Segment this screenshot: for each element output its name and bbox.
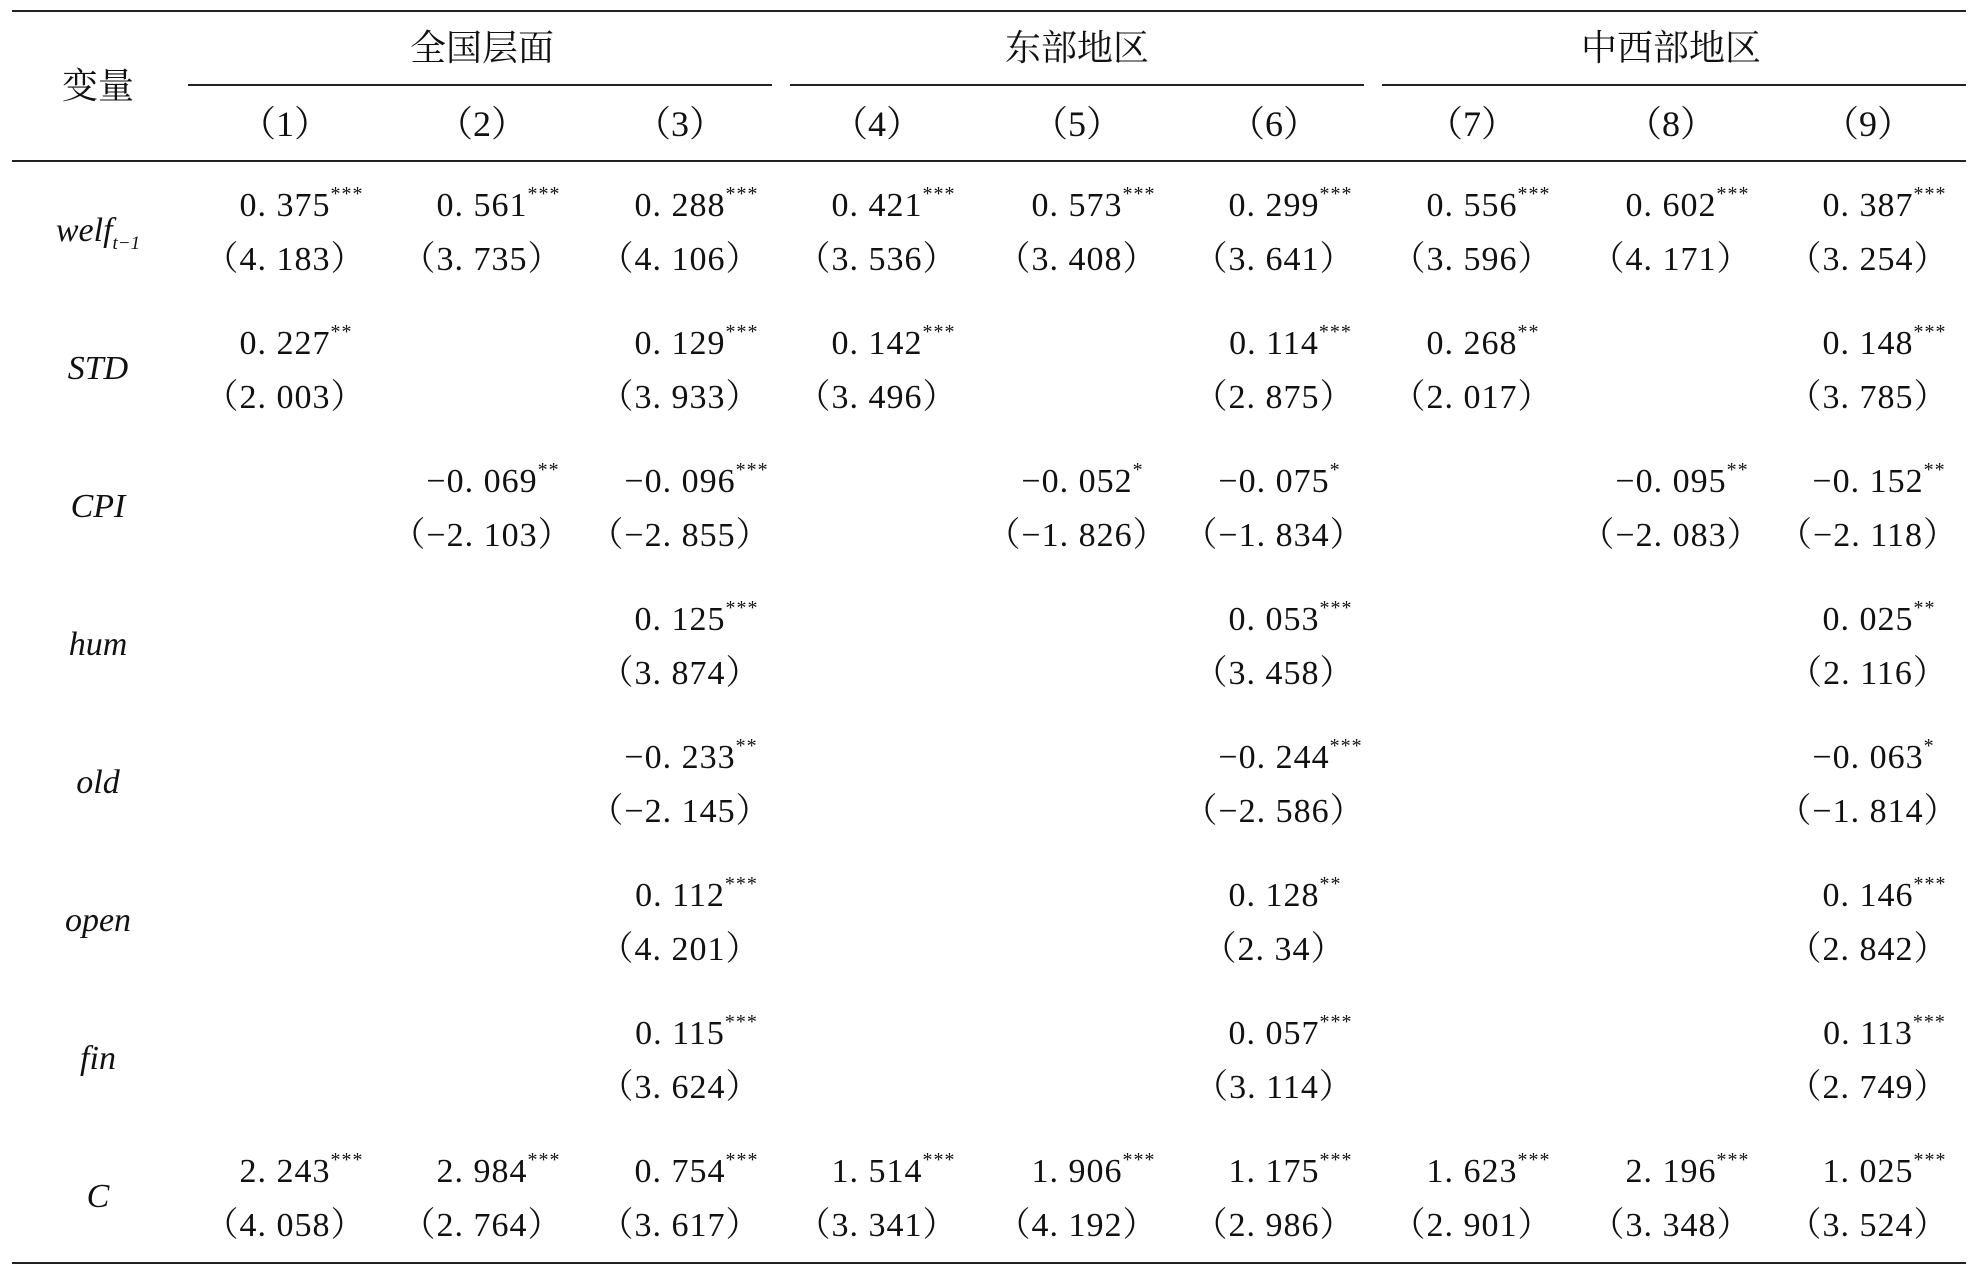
significance-stars: *** — [1913, 873, 1947, 895]
coefficient-cell: 1. 175 *** — [1229, 1152, 1320, 1192]
coefficient-cell: 0. 573 *** — [1032, 186, 1123, 226]
coefficient-cell: 0. 602 *** — [1626, 186, 1717, 226]
coefficient-cell: 1. 514 *** — [832, 1152, 923, 1192]
significance-stars: *** — [1122, 183, 1156, 205]
group-header-midwest: 中西部地区 — [1580, 28, 1762, 68]
significance-stars: *** — [922, 1149, 956, 1171]
significance-stars: *** — [1318, 321, 1352, 343]
significance-stars: *** — [527, 1149, 561, 1171]
row-label-subscript: t−1 — [112, 233, 141, 254]
column-header-5: （5） — [1031, 104, 1123, 144]
significance-stars: ** — [1319, 873, 1342, 895]
significance-stars: *** — [1319, 183, 1353, 205]
bottom-rule — [12, 1262, 1966, 1264]
t-statistic-cell: （3. 536） — [796, 241, 958, 278]
t-statistic-cell: （−2. 083） — [1580, 517, 1762, 554]
significance-stars: *** — [1329, 735, 1363, 757]
column-header-4: （4） — [831, 104, 923, 144]
group-header-east: 东部地区 — [1004, 28, 1150, 68]
coefficient-cell: 0. 125 *** — [635, 600, 726, 640]
coefficient-cell: 0. 142 *** — [832, 324, 923, 364]
coefficient-cell: 0. 375 *** — [240, 186, 331, 226]
t-statistic-cell: （2. 749） — [1787, 1069, 1949, 1106]
t-statistic-cell: （4. 106） — [599, 241, 761, 278]
group-header-national: 全国层面 — [409, 28, 555, 68]
t-statistic-cell: （3. 348） — [1590, 1207, 1752, 1244]
coefficient-cell: 1. 025 *** — [1823, 1152, 1914, 1192]
coefficient-cell: 0. 129 *** — [635, 324, 726, 364]
coefficient-cell: 2. 196 *** — [1626, 1152, 1717, 1192]
t-statistic-cell: （2. 901） — [1391, 1207, 1553, 1244]
t-statistic-cell: （3. 624） — [599, 1069, 761, 1106]
t-statistic-cell: （−2. 145） — [589, 793, 771, 830]
t-statistic-cell: （4. 058） — [204, 1207, 366, 1244]
significance-stars: *** — [1913, 183, 1947, 205]
t-statistic-cell: （3. 874） — [599, 655, 761, 692]
column-header-8: （8） — [1625, 104, 1717, 144]
t-statistic-cell: （4. 183） — [204, 241, 366, 278]
significance-stars: ** — [1923, 459, 1946, 481]
coefficient-cell: 0. 113 *** — [1823, 1014, 1913, 1054]
t-statistic-cell: （4. 171） — [1590, 241, 1752, 278]
coefficient-cell: 0. 112 *** — [635, 876, 725, 916]
significance-stars: *** — [725, 1149, 759, 1171]
group-rule-east — [790, 84, 1364, 86]
group-rule-national — [188, 84, 772, 86]
significance-stars: *** — [922, 183, 956, 205]
t-statistic-cell: （3. 524） — [1787, 1207, 1949, 1244]
column-header-3: （3） — [634, 104, 726, 144]
row-label-std: STD — [67, 350, 129, 387]
significance-stars: ** — [1726, 459, 1749, 481]
coefficient-cell: −0. 233 ** — [624, 738, 735, 778]
coefficient-cell: 0. 421 *** — [832, 186, 923, 226]
t-statistic-cell: （3. 254） — [1787, 241, 1949, 278]
row-label-open: open — [64, 902, 132, 939]
column-header-2: （2） — [436, 104, 528, 144]
coefficient-cell: 0. 148 *** — [1823, 324, 1914, 364]
significance-stars: *** — [1319, 1149, 1353, 1171]
significance-stars: *** — [724, 1011, 758, 1033]
coefficient-cell: −0. 095 ** — [1615, 462, 1726, 502]
t-statistic-cell: （2. 003） — [204, 379, 366, 416]
row-label-fin: fin — [80, 1040, 116, 1077]
t-statistic-cell: （3. 785） — [1787, 379, 1949, 416]
row-label-welf: welf$_{t-1}$ — [55, 212, 141, 254]
group-rule-midwest — [1382, 84, 1966, 86]
row-label-c: C — [86, 1178, 110, 1215]
coefficient-cell: 0. 299 *** — [1229, 186, 1320, 226]
significance-stars: *** — [527, 183, 561, 205]
significance-stars: *** — [330, 183, 364, 205]
coefficient-cell: 0. 268 ** — [1427, 324, 1518, 364]
variable-header: 变量 — [61, 66, 135, 106]
t-statistic-cell: （−1. 834） — [1183, 517, 1365, 554]
t-statistic-cell: （3. 458） — [1193, 655, 1355, 692]
significance-stars: *** — [1716, 183, 1750, 205]
coefficient-cell: −0. 052 * — [1021, 462, 1132, 502]
significance-stars: *** — [1913, 321, 1947, 343]
significance-stars: *** — [922, 321, 956, 343]
t-statistic-cell: （−2. 586） — [1183, 793, 1365, 830]
t-statistic-cell: （3. 596） — [1391, 241, 1553, 278]
coefficient-cell: 0. 146 *** — [1823, 876, 1914, 916]
significance-stars: * — [1132, 459, 1144, 481]
t-statistic-cell: （3. 408） — [996, 241, 1158, 278]
coefficient-cell: −0. 244 *** — [1218, 738, 1329, 778]
t-statistic-cell: （4. 201） — [599, 931, 761, 968]
t-statistic-cell: （2. 116） — [1788, 655, 1948, 692]
row-label-hum: hum — [68, 626, 128, 663]
coefficient-cell: −0. 152 ** — [1812, 462, 1923, 502]
t-statistic-cell: （−1. 826） — [986, 517, 1168, 554]
coefficient-cell: 0. 025 ** — [1823, 600, 1914, 640]
significance-stars: ** — [1913, 597, 1936, 619]
significance-stars: *** — [1517, 183, 1551, 205]
significance-stars: *** — [1517, 1149, 1551, 1171]
coefficient-cell: 0. 227 ** — [240, 324, 331, 364]
column-header-1: （1） — [239, 104, 331, 144]
significance-stars: * — [1923, 735, 1935, 757]
significance-stars: * — [1329, 459, 1341, 481]
significance-stars: ** — [330, 321, 353, 343]
t-statistic-cell: （3. 641） — [1193, 241, 1355, 278]
coefficient-cell: 0. 057 *** — [1229, 1014, 1320, 1054]
coefficient-cell: −0. 063 * — [1812, 738, 1923, 778]
t-statistic-cell: （4. 192） — [996, 1207, 1158, 1244]
significance-stars: *** — [1319, 1011, 1353, 1033]
t-statistic-cell: （2. 875） — [1193, 379, 1355, 416]
t-statistic-cell: （3. 735） — [401, 241, 563, 278]
t-statistic-cell: （3. 114） — [1194, 1069, 1354, 1106]
coefficient-cell: 0. 128 ** — [1229, 876, 1320, 916]
significance-stars: *** — [1122, 1149, 1156, 1171]
coefficient-cell: 2. 984 *** — [437, 1152, 528, 1192]
significance-stars: *** — [1913, 1149, 1947, 1171]
top-rule — [12, 10, 1966, 12]
significance-stars: ** — [537, 459, 560, 481]
t-statistic-cell: （2. 986） — [1193, 1207, 1355, 1244]
t-statistic-cell: （−2. 855） — [589, 517, 771, 554]
coefficient-cell: 0. 561 *** — [437, 186, 528, 226]
significance-stars: *** — [725, 183, 759, 205]
t-statistic-cell: （2. 34） — [1202, 931, 1346, 968]
coefficient-cell: 0. 114 *** — [1229, 324, 1319, 364]
significance-stars: ** — [735, 735, 758, 757]
significance-stars: *** — [725, 597, 759, 619]
coefficient-cell: −0. 096 *** — [624, 462, 735, 502]
t-statistic-cell: （3. 341） — [796, 1207, 958, 1244]
coefficient-cell: 0. 556 *** — [1427, 186, 1518, 226]
coefficient-cell: 2. 243 *** — [240, 1152, 331, 1192]
coefficient-cell: −0. 075 * — [1218, 462, 1329, 502]
coefficient-cell: 0. 053 *** — [1229, 600, 1320, 640]
significance-stars: *** — [725, 321, 759, 343]
coefficient-cell: 1. 906 *** — [1032, 1152, 1123, 1192]
t-statistic-cell: （2. 764） — [401, 1207, 563, 1244]
significance-stars: *** — [1912, 1011, 1946, 1033]
significance-stars: *** — [735, 459, 769, 481]
row-label-old: old — [76, 764, 120, 801]
t-statistic-cell: （3. 933） — [599, 379, 761, 416]
header-bottom-rule — [12, 160, 1966, 162]
coefficient-cell: 0. 754 *** — [635, 1152, 726, 1192]
significance-stars: ** — [1517, 321, 1540, 343]
significance-stars: *** — [724, 873, 758, 895]
t-statistic-cell: （−2. 118） — [1778, 517, 1958, 554]
coefficient-cell: 0. 387 *** — [1823, 186, 1914, 226]
column-header-6: （6） — [1228, 104, 1320, 144]
t-statistic-cell: （3. 496） — [796, 379, 958, 416]
t-statistic-cell: （−2. 103） — [391, 517, 573, 554]
t-statistic-cell: （−1. 814） — [1777, 793, 1959, 830]
significance-stars: *** — [1716, 1149, 1750, 1171]
coefficient-cell: −0. 069 ** — [426, 462, 537, 502]
significance-stars: *** — [330, 1149, 364, 1171]
column-header-9: （9） — [1822, 104, 1914, 144]
t-statistic-cell: （2. 017） — [1391, 379, 1553, 416]
coefficient-cell: 0. 115 *** — [635, 1014, 725, 1054]
t-statistic-cell: （3. 617） — [599, 1207, 761, 1244]
significance-stars: *** — [1319, 597, 1353, 619]
row-label-cpi: CPI — [70, 488, 126, 525]
column-header-7: （7） — [1426, 104, 1518, 144]
t-statistic-cell: （2. 842） — [1787, 931, 1949, 968]
coefficient-cell: 0. 288 *** — [635, 186, 726, 226]
coefficient-cell: 1. 623 *** — [1427, 1152, 1518, 1192]
